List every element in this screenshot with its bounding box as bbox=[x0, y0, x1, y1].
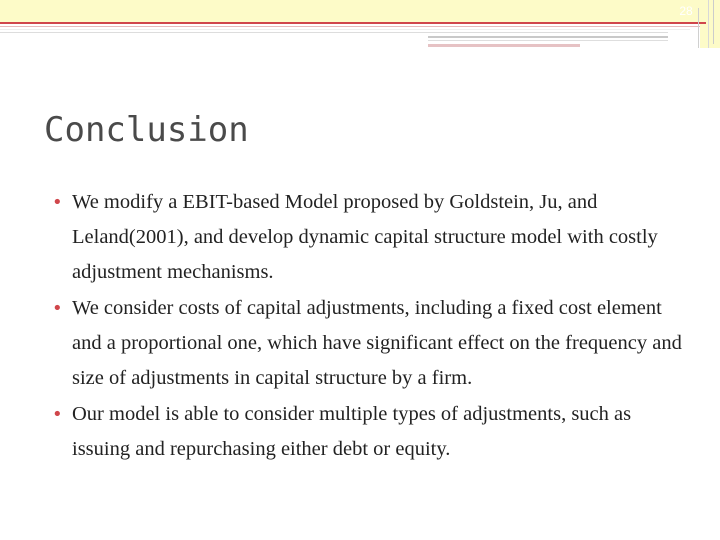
decorative-line bbox=[0, 32, 668, 33]
decorative-line bbox=[0, 26, 700, 27]
bullet-dot-icon: • bbox=[52, 192, 63, 213]
bullet-dot-icon: • bbox=[52, 298, 63, 319]
decorative-line bbox=[708, 0, 709, 48]
header-band-corner bbox=[700, 0, 720, 48]
bullet-text: Our model is able to consider multiple types of adjustments, such as issuing and repurchasing either debt or equity. bbox=[72, 403, 632, 460]
decorative-line bbox=[428, 36, 668, 38]
decorative-line bbox=[0, 29, 690, 30]
decorative-line bbox=[0, 22, 706, 24]
bullet-dot-icon: • bbox=[52, 404, 63, 425]
bullet-item bbox=[52, 185, 692, 290]
bullet-item bbox=[52, 291, 692, 396]
header-band bbox=[0, 0, 720, 22]
decorative-line bbox=[698, 8, 699, 48]
bullet-text: We modify a EBIT-based Model proposed by Goldstein, Ju, and Leland(2001), and develop dynamic capital structure model with costly adjustment mechanisms. bbox=[72, 191, 658, 283]
bullet-item bbox=[52, 397, 692, 467]
bullet-text: We consider costs of capital adjustments, including a fixed cost element and a proportional one, which have significant effect on the frequency and size of adjustments in capital structure by a firm. bbox=[72, 297, 682, 389]
decorative-line bbox=[428, 40, 668, 41]
decorative-line bbox=[428, 44, 580, 47]
decorative-line bbox=[713, 0, 714, 44]
slide-title: Conclusion bbox=[44, 110, 249, 150]
slide-number: 28 bbox=[679, 4, 693, 18]
bullet-list bbox=[52, 185, 692, 468]
